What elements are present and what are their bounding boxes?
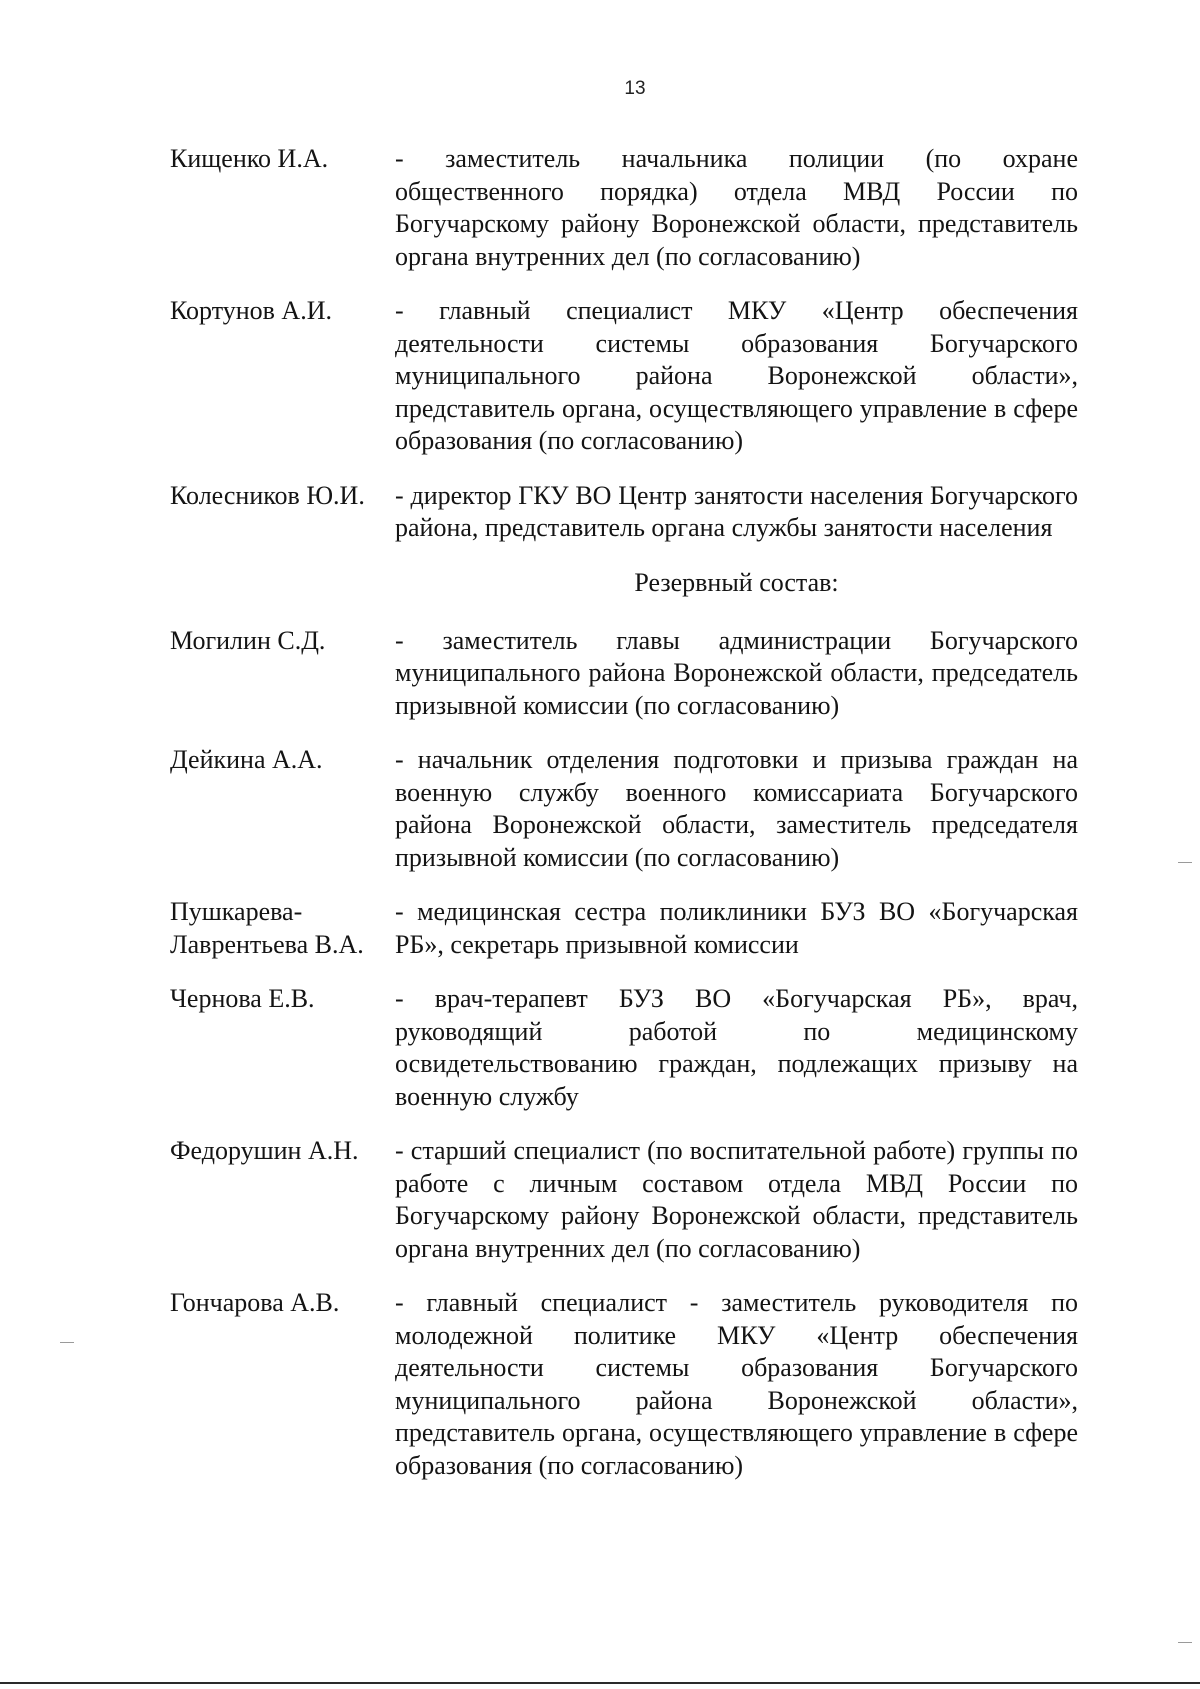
member-name: Чернова Е.В.	[170, 984, 315, 1013]
reserve-member-entry	[170, 896, 1078, 961]
reserve-member-entry	[170, 1135, 1078, 1265]
member-description: - заместитель начальника полиции (по охране общественного порядка) отдела МВД России по Богучарскому району Воронежской области, представитель органа внутренних дел (по согласованию)	[395, 144, 1078, 271]
member-entry	[170, 295, 1078, 458]
member-entry	[170, 480, 1078, 545]
scan-margin-mark	[60, 1342, 74, 1343]
bottom-rule	[0, 1682, 1200, 1684]
reserve-member-entry	[170, 1287, 1078, 1482]
member-description: - старший специалист (по воспитательной работе) группы по работе с личным составом отдела МВД России по Богучарскому району Воронежской области, представитель органа внутренних дел (по согласованию)	[395, 1136, 1078, 1263]
member-description: - врач-терапевт БУЗ ВО «Богучарская РБ», врач, руководящий работой по медицинскому освидетельствованию граждан, подлежащих призыву на военную службу	[395, 984, 1078, 1111]
reserve-member-entry	[170, 983, 1078, 1113]
page-number: 13	[624, 78, 646, 99]
reserve-member-entry	[170, 744, 1078, 874]
member-name: Гончарова А.В.	[170, 1288, 340, 1317]
member-name: Дейкина А.А.	[170, 745, 323, 774]
member-description: - медицинская сестра поликлиники БУЗ ВО «Богучарская РБ», секретарь призывной комиссии	[395, 897, 1078, 959]
member-description: - главный специалист МКУ «Центр обеспечения деятельности системы образования Богучарского муниципального района Воронежской области», представитель органа, осуществляющего управление в сфере образования (по согласованию)	[395, 296, 1078, 455]
member-name: Могилин С.Д.	[170, 625, 326, 655]
member-name: Федорушин А.Н.	[170, 1136, 359, 1165]
member-description: - директор ГКУ ВО Центр занятости населения Богучарского района, представитель органа службы занятости населения	[395, 480, 1078, 542]
reserve-heading: Резервный состав:	[634, 567, 839, 597]
member-name: Колесников Ю.И.	[170, 480, 365, 510]
member-name: Кищенко И.А.	[170, 144, 329, 173]
member-entry	[170, 143, 1078, 273]
member-description: - заместитель главы администрации Богучарского муниципального района Воронежской области, председатель призывной комиссии (по согласованию)	[395, 625, 1078, 720]
member-name: Кортунов А.И.	[170, 296, 332, 325]
reserve-member-entry	[170, 625, 1078, 723]
scan-margin-mark	[1178, 862, 1192, 863]
commission-list	[170, 143, 1078, 1504]
member-description: - начальник отделения подготовки и призыва граждан на военную службу военного комиссариата Богучарского района Воронежской области, заместитель председателя призывной комиссии (по согласованию)	[395, 745, 1078, 872]
scan-margin-mark	[1178, 1642, 1192, 1643]
member-name: Пушкарева-Лаврентьева В.А.	[170, 897, 364, 959]
member-description: - главный специалист - заместитель руководителя по молодежной политике МКУ «Центр обеспечения деятельности системы образования Богучарского муниципального района Воронежской области», представитель органа, осуществляющего управление в сфере образования (по согласованию)	[395, 1288, 1078, 1480]
